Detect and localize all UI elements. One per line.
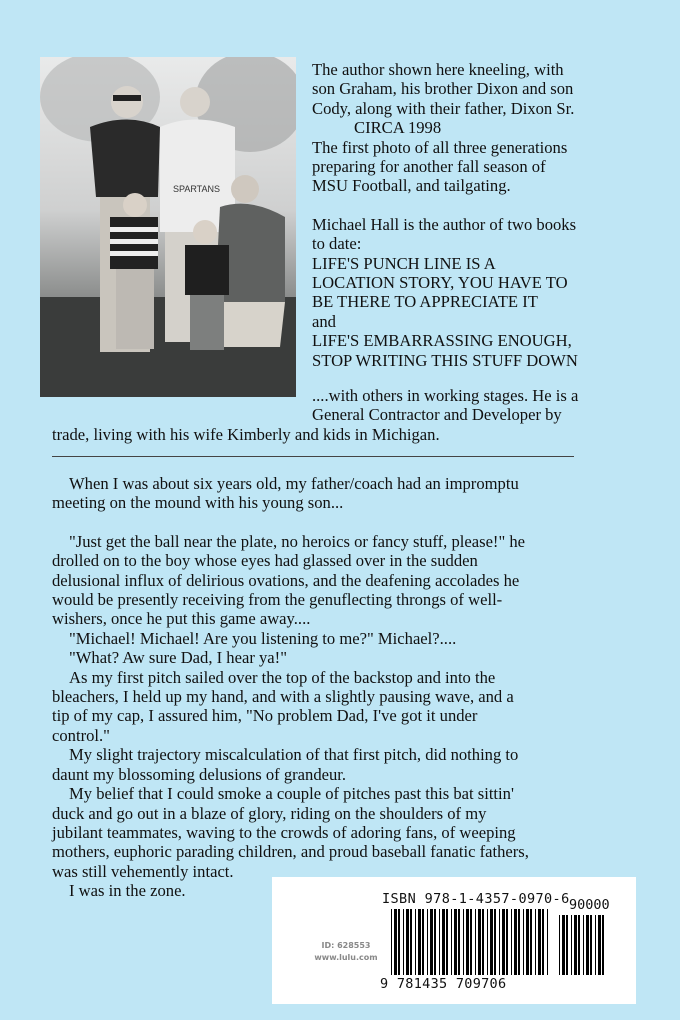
photo-caption bbox=[312, 60, 652, 370]
story-line: "Michael! Michael! Are you listening to me?" Michael?.... bbox=[69, 628, 457, 648]
barcode-bar bbox=[430, 909, 433, 975]
bio-line: and bbox=[312, 311, 336, 331]
story-line: As my first pitch sailed over the top of the backstop and into the bbox=[69, 667, 496, 687]
barcode-bar bbox=[602, 915, 604, 975]
barcode-bar bbox=[478, 909, 481, 975]
barcode-bar bbox=[454, 909, 457, 975]
barcode-bar bbox=[595, 915, 596, 975]
lulu-site: www.lulu.com bbox=[314, 953, 378, 962]
barcode-bar bbox=[514, 909, 517, 975]
bio-tail-line: ....with others in working stages. He is a bbox=[312, 386, 579, 405]
barcode-bar bbox=[458, 909, 460, 975]
story-line: duck and go out in a blaze of glory, riding on the shoulders of my bbox=[52, 803, 487, 823]
story-line: daunt my blossoming delusions of grandeur. bbox=[52, 764, 347, 784]
story-line: "What? Aw sure Dad, I hear ya!" bbox=[69, 648, 287, 668]
barcode-bar bbox=[410, 909, 412, 975]
story-text bbox=[52, 474, 642, 901]
lulu-id-number: ID: 628553 bbox=[321, 941, 371, 950]
ean-barcode bbox=[391, 909, 551, 975]
barcode-bar bbox=[578, 915, 580, 975]
barcode-bar bbox=[451, 909, 452, 975]
photo-illustration bbox=[40, 57, 296, 397]
barcode-bar bbox=[439, 909, 440, 975]
story-line: I was in the zone. bbox=[69, 881, 186, 901]
barcode-bar bbox=[482, 909, 484, 975]
barcode-bar bbox=[566, 915, 568, 975]
barcode-bar bbox=[427, 909, 428, 975]
barcode-bar bbox=[523, 909, 524, 975]
barcode-bar bbox=[434, 909, 436, 975]
barcode-box bbox=[272, 877, 636, 1004]
barcode-bar bbox=[571, 915, 572, 975]
story-line: tip of my cap, I assured him, "No problem Dad, I've got it under bbox=[52, 706, 478, 726]
story-line: wishers, once he put this game away.... bbox=[52, 609, 311, 629]
barcode-bar bbox=[538, 909, 541, 975]
story-line: mothers, euphoric parading children, and proud baseball fanatic fathers, bbox=[52, 842, 529, 862]
family-photo bbox=[40, 57, 296, 397]
book-title-line: STOP WRITING THIS STUFF DOWN bbox=[312, 350, 578, 370]
lulu-id bbox=[306, 940, 386, 964]
book-title-line: LOCATION STORY, YOU HAVE TO bbox=[312, 273, 568, 293]
barcode-bar bbox=[487, 909, 488, 975]
story-line: would be presently receiving from the genuflecting throngs of well- bbox=[52, 590, 503, 610]
barcode-bar bbox=[511, 909, 512, 975]
story-line: My slight trajectory miscalculation of that first pitch, did nothing to bbox=[69, 745, 519, 765]
story-line: control." bbox=[52, 725, 110, 745]
divider-rule bbox=[52, 456, 574, 457]
barcode-bar bbox=[574, 915, 577, 975]
barcode-bar bbox=[526, 909, 529, 975]
book-title-line: BE THERE TO APPRECIATE IT bbox=[312, 292, 538, 312]
spartans-text: SPARTANS bbox=[173, 184, 221, 194]
caption-line: preparing for another fall season of bbox=[312, 157, 546, 177]
story-line: My belief that I could smoke a couple of pitches past this bat sittin' bbox=[69, 784, 514, 804]
price-code: 90000 bbox=[569, 897, 610, 913]
barcode-bar bbox=[490, 909, 493, 975]
barcode-bar bbox=[586, 915, 589, 975]
story-line: When I was about six years old, my father/coach had an impromptu bbox=[69, 474, 519, 493]
barcode-bar bbox=[499, 909, 500, 975]
barcode-bar bbox=[502, 909, 505, 975]
barcode-bar bbox=[406, 909, 409, 975]
barcode-bar bbox=[598, 915, 601, 975]
barcode-bar bbox=[475, 909, 476, 975]
story-line: delusional influx of delirious ovations, and the deafening accolades he bbox=[52, 570, 520, 590]
book-title-line: LIFE'S PUNCH LINE IS A bbox=[312, 253, 496, 273]
barcode-bar bbox=[559, 915, 560, 975]
barcode-bar bbox=[583, 915, 584, 975]
barcode-bar bbox=[494, 909, 496, 975]
barcode-bar bbox=[466, 909, 469, 975]
barcode-bar bbox=[415, 909, 416, 975]
caption-line: The first photo of all three generations bbox=[312, 137, 568, 157]
barcode-bar bbox=[590, 915, 592, 975]
book-title-line: LIFE'S EMBARRASSING ENOUGH, bbox=[312, 331, 572, 351]
story-line: "Just get the ball near the plate, no heroics or fancy stuff, please!" he bbox=[69, 531, 526, 551]
barcode-bar bbox=[442, 909, 445, 975]
caption-line: The author shown here kneeling, with bbox=[312, 60, 564, 79]
story-line: jubilant teammates, waving to the crowds of adoring fans, of weeping bbox=[52, 822, 516, 842]
barcode-bar bbox=[422, 909, 424, 975]
caption-line: Cody, along with their father, Dixon Sr. bbox=[312, 98, 575, 118]
price-barcode bbox=[559, 915, 609, 975]
barcode-bar bbox=[463, 909, 464, 975]
barcode-bar bbox=[562, 915, 565, 975]
barcode-bar bbox=[518, 909, 520, 975]
story-line: meeting on the mound with his young son... bbox=[52, 493, 344, 513]
barcode-bar bbox=[542, 909, 544, 975]
barcode-bar bbox=[398, 909, 400, 975]
barcode-bar bbox=[530, 909, 532, 975]
barcode-bar bbox=[535, 909, 536, 975]
barcode-bar bbox=[446, 909, 448, 975]
caption-line: MSU Football, and tailgating. bbox=[312, 176, 511, 196]
bio-tail bbox=[52, 386, 652, 444]
bio-line: Michael Hall is the author of two books bbox=[312, 214, 577, 234]
isbn-text: ISBN 978-1-4357-0970-6 bbox=[382, 891, 570, 907]
barcode-bar bbox=[394, 909, 397, 975]
bio-tail-line: trade, living with his wife Kimberly and kids in Michigan. bbox=[52, 424, 440, 444]
bio-tail-line: General Contractor and Developer by bbox=[312, 405, 562, 425]
bio-line: to date: bbox=[312, 234, 362, 254]
ean-digits: 9 781435 709706 bbox=[380, 976, 507, 992]
caption-circa: CIRCA 1998 bbox=[354, 118, 442, 138]
barcode-bar bbox=[418, 909, 421, 975]
barcode-bar bbox=[506, 909, 508, 975]
barcode-bar bbox=[391, 909, 392, 975]
story-line: drolled on to the boy whose eyes had glassed over in the sudden bbox=[52, 551, 478, 571]
barcode-bar bbox=[470, 909, 472, 975]
barcode-bar bbox=[403, 909, 404, 975]
story-line: bleachers, I held up my hand, and with a slightly pausing wave, and a bbox=[52, 687, 514, 707]
story-line: was still vehemently intact. bbox=[52, 861, 234, 881]
caption-line: son Graham, his brother Dixon and son bbox=[312, 79, 574, 99]
barcode-bar bbox=[547, 909, 548, 975]
